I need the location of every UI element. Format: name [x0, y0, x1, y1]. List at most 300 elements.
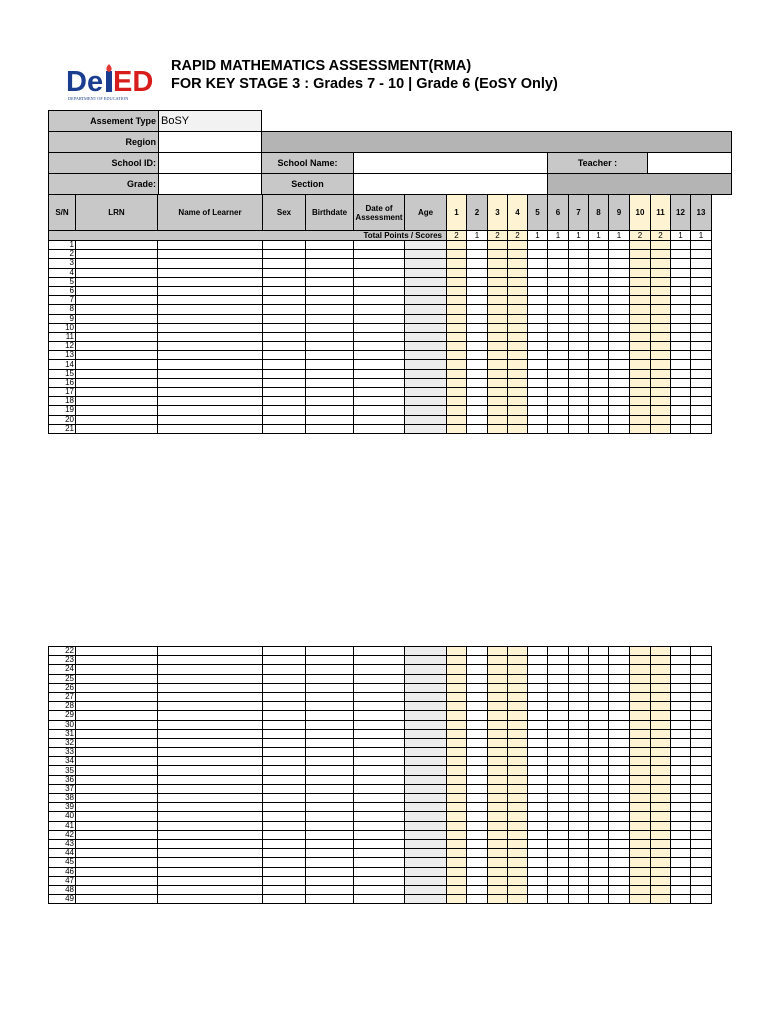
cell-item-7[interactable]	[569, 647, 589, 656]
cell-item-4[interactable]	[508, 647, 528, 656]
cell-item-9[interactable]	[609, 729, 630, 738]
cell-item-4[interactable]	[508, 415, 528, 424]
cell-item-12[interactable]	[671, 702, 691, 711]
cell-sex[interactable]	[263, 424, 306, 433]
cell-age[interactable]	[405, 729, 447, 738]
cell-learner-name[interactable]	[158, 794, 263, 803]
cell-item-12[interactable]	[671, 424, 691, 433]
cell-birthdate[interactable]	[306, 277, 354, 286]
cell-item-6[interactable]	[548, 286, 569, 295]
cell-age[interactable]	[405, 397, 447, 406]
cell-item-7[interactable]	[569, 268, 589, 277]
cell-item-13[interactable]	[691, 305, 712, 314]
cell-item-1[interactable]	[447, 821, 467, 830]
cell-birthdate[interactable]	[306, 286, 354, 295]
cell-item-8[interactable]	[589, 277, 609, 286]
cell-item-9[interactable]	[609, 259, 630, 268]
cell-date-of-assessment[interactable]	[354, 729, 405, 738]
cell-sex[interactable]	[263, 683, 306, 692]
cell-item-6[interactable]	[548, 794, 569, 803]
cell-item-11[interactable]	[651, 858, 671, 867]
cell-item-4[interactable]	[508, 268, 528, 277]
cell-item-10[interactable]	[630, 342, 651, 351]
cell-sex[interactable]	[263, 277, 306, 286]
cell-item-10[interactable]	[630, 415, 651, 424]
cell-item-10[interactable]	[630, 821, 651, 830]
cell-item-2[interactable]	[467, 849, 488, 858]
cell-item-8[interactable]	[589, 738, 609, 747]
cell-item-7[interactable]	[569, 415, 589, 424]
cell-learner-name[interactable]	[158, 656, 263, 665]
cell-item-2[interactable]	[467, 738, 488, 747]
cell-date-of-assessment[interactable]	[354, 830, 405, 839]
cell-item-6[interactable]	[548, 406, 569, 415]
cell-item-1[interactable]	[447, 702, 467, 711]
cell-item-10[interactable]	[630, 268, 651, 277]
cell-item-2[interactable]	[467, 702, 488, 711]
cell-birthdate[interactable]	[306, 250, 354, 259]
cell-item-8[interactable]	[589, 674, 609, 683]
cell-item-8[interactable]	[589, 784, 609, 793]
cell-date-of-assessment[interactable]	[354, 885, 405, 894]
cell-item-7[interactable]	[569, 766, 589, 775]
cell-item-12[interactable]	[671, 784, 691, 793]
cell-sex[interactable]	[263, 241, 306, 250]
cell-age[interactable]	[405, 665, 447, 674]
cell-lrn[interactable]	[76, 665, 158, 674]
cell-item-4[interactable]	[508, 729, 528, 738]
cell-date-of-assessment[interactable]	[354, 748, 405, 757]
cell-sex[interactable]	[263, 775, 306, 784]
cell-item-12[interactable]	[671, 794, 691, 803]
cell-item-13[interactable]	[691, 812, 712, 821]
cell-item-7[interactable]	[569, 729, 589, 738]
cell-item-10[interactable]	[630, 839, 651, 848]
cell-learner-name[interactable]	[158, 286, 263, 295]
cell-item-11[interactable]	[651, 397, 671, 406]
cell-sex[interactable]	[263, 839, 306, 848]
cell-item-4[interactable]	[508, 895, 528, 904]
cell-item-1[interactable]	[447, 830, 467, 839]
cell-item-1[interactable]	[447, 757, 467, 766]
cell-age[interactable]	[405, 415, 447, 424]
cell-item-2[interactable]	[467, 720, 488, 729]
cell-item-10[interactable]	[630, 369, 651, 378]
cell-item-5[interactable]	[528, 277, 548, 286]
region-field[interactable]	[159, 132, 262, 153]
cell-lrn[interactable]	[76, 250, 158, 259]
cell-age[interactable]	[405, 674, 447, 683]
cell-item-3[interactable]	[488, 277, 508, 286]
cell-item-1[interactable]	[447, 647, 467, 656]
cell-item-9[interactable]	[609, 849, 630, 858]
cell-item-6[interactable]	[548, 692, 569, 701]
cell-item-4[interactable]	[508, 241, 528, 250]
cell-learner-name[interactable]	[158, 775, 263, 784]
cell-item-1[interactable]	[447, 885, 467, 894]
cell-item-11[interactable]	[651, 314, 671, 323]
cell-item-11[interactable]	[651, 720, 671, 729]
cell-item-6[interactable]	[548, 895, 569, 904]
cell-item-1[interactable]	[447, 397, 467, 406]
cell-item-2[interactable]	[467, 351, 488, 360]
cell-item-5[interactable]	[528, 803, 548, 812]
cell-learner-name[interactable]	[158, 720, 263, 729]
cell-lrn[interactable]	[76, 858, 158, 867]
cell-item-8[interactable]	[589, 250, 609, 259]
cell-item-11[interactable]	[651, 702, 671, 711]
cell-item-5[interactable]	[528, 729, 548, 738]
cell-item-4[interactable]	[508, 784, 528, 793]
cell-item-4[interactable]	[508, 656, 528, 665]
cell-date-of-assessment[interactable]	[354, 351, 405, 360]
cell-age[interactable]	[405, 277, 447, 286]
cell-learner-name[interactable]	[158, 867, 263, 876]
cell-learner-name[interactable]	[158, 332, 263, 341]
cell-item-13[interactable]	[691, 885, 712, 894]
cell-lrn[interactable]	[76, 305, 158, 314]
cell-item-11[interactable]	[651, 351, 671, 360]
cell-item-8[interactable]	[589, 647, 609, 656]
cell-sex[interactable]	[263, 738, 306, 747]
cell-item-13[interactable]	[691, 369, 712, 378]
cell-item-4[interactable]	[508, 351, 528, 360]
cell-item-2[interactable]	[467, 692, 488, 701]
cell-item-1[interactable]	[447, 867, 467, 876]
cell-item-5[interactable]	[528, 424, 548, 433]
cell-item-1[interactable]	[447, 729, 467, 738]
cell-item-8[interactable]	[589, 332, 609, 341]
cell-date-of-assessment[interactable]	[354, 858, 405, 867]
cell-item-9[interactable]	[609, 794, 630, 803]
cell-item-5[interactable]	[528, 296, 548, 305]
cell-item-7[interactable]	[569, 803, 589, 812]
cell-item-3[interactable]	[488, 424, 508, 433]
cell-item-10[interactable]	[630, 885, 651, 894]
cell-lrn[interactable]	[76, 895, 158, 904]
cell-item-11[interactable]	[651, 692, 671, 701]
cell-item-7[interactable]	[569, 296, 589, 305]
cell-birthdate[interactable]	[306, 729, 354, 738]
cell-item-12[interactable]	[671, 775, 691, 784]
cell-birthdate[interactable]	[306, 388, 354, 397]
cell-learner-name[interactable]	[158, 665, 263, 674]
cell-item-10[interactable]	[630, 296, 651, 305]
cell-item-2[interactable]	[467, 674, 488, 683]
cell-item-3[interactable]	[488, 794, 508, 803]
cell-item-5[interactable]	[528, 812, 548, 821]
cell-sex[interactable]	[263, 351, 306, 360]
cell-item-5[interactable]	[528, 397, 548, 406]
cell-item-6[interactable]	[548, 766, 569, 775]
cell-item-4[interactable]	[508, 397, 528, 406]
cell-item-1[interactable]	[447, 296, 467, 305]
cell-item-12[interactable]	[671, 250, 691, 259]
cell-item-4[interactable]	[508, 296, 528, 305]
cell-learner-name[interactable]	[158, 711, 263, 720]
cell-age[interactable]	[405, 351, 447, 360]
cell-age[interactable]	[405, 794, 447, 803]
cell-birthdate[interactable]	[306, 360, 354, 369]
cell-item-10[interactable]	[630, 803, 651, 812]
cell-item-4[interactable]	[508, 757, 528, 766]
cell-lrn[interactable]	[76, 821, 158, 830]
cell-item-5[interactable]	[528, 692, 548, 701]
cell-item-5[interactable]	[528, 775, 548, 784]
cell-item-2[interactable]	[467, 729, 488, 738]
cell-item-9[interactable]	[609, 858, 630, 867]
cell-item-2[interactable]	[467, 895, 488, 904]
cell-item-1[interactable]	[447, 286, 467, 295]
cell-date-of-assessment[interactable]	[354, 665, 405, 674]
cell-item-8[interactable]	[589, 259, 609, 268]
cell-age[interactable]	[405, 656, 447, 665]
cell-item-1[interactable]	[447, 876, 467, 885]
cell-item-8[interactable]	[589, 406, 609, 415]
cell-item-11[interactable]	[651, 305, 671, 314]
cell-item-13[interactable]	[691, 351, 712, 360]
cell-item-3[interactable]	[488, 268, 508, 277]
cell-item-5[interactable]	[528, 766, 548, 775]
cell-item-11[interactable]	[651, 296, 671, 305]
cell-item-13[interactable]	[691, 849, 712, 858]
cell-learner-name[interactable]	[158, 397, 263, 406]
cell-item-11[interactable]	[651, 849, 671, 858]
cell-age[interactable]	[405, 286, 447, 295]
cell-learner-name[interactable]	[158, 277, 263, 286]
cell-sex[interactable]	[263, 803, 306, 812]
cell-item-6[interactable]	[548, 360, 569, 369]
cell-item-1[interactable]	[447, 766, 467, 775]
cell-date-of-assessment[interactable]	[354, 378, 405, 387]
cell-item-13[interactable]	[691, 803, 712, 812]
cell-item-3[interactable]	[488, 342, 508, 351]
cell-item-12[interactable]	[671, 351, 691, 360]
cell-sex[interactable]	[263, 286, 306, 295]
assessment-type-field[interactable]: BoSY	[159, 111, 262, 132]
cell-item-3[interactable]	[488, 351, 508, 360]
cell-date-of-assessment[interactable]	[354, 784, 405, 793]
cell-sex[interactable]	[263, 794, 306, 803]
cell-item-7[interactable]	[569, 665, 589, 674]
cell-item-5[interactable]	[528, 794, 548, 803]
cell-item-8[interactable]	[589, 296, 609, 305]
cell-item-6[interactable]	[548, 683, 569, 692]
cell-item-5[interactable]	[528, 314, 548, 323]
cell-learner-name[interactable]	[158, 360, 263, 369]
cell-item-9[interactable]	[609, 360, 630, 369]
cell-date-of-assessment[interactable]	[354, 323, 405, 332]
cell-age[interactable]	[405, 839, 447, 848]
cell-item-11[interactable]	[651, 674, 671, 683]
cell-birthdate[interactable]	[306, 351, 354, 360]
cell-item-1[interactable]	[447, 277, 467, 286]
cell-item-1[interactable]	[447, 360, 467, 369]
cell-date-of-assessment[interactable]	[354, 757, 405, 766]
cell-item-1[interactable]	[447, 720, 467, 729]
cell-item-2[interactable]	[467, 839, 488, 848]
cell-item-13[interactable]	[691, 296, 712, 305]
cell-item-8[interactable]	[589, 711, 609, 720]
cell-item-2[interactable]	[467, 424, 488, 433]
cell-item-13[interactable]	[691, 757, 712, 766]
cell-age[interactable]	[405, 332, 447, 341]
cell-item-12[interactable]	[671, 766, 691, 775]
cell-item-3[interactable]	[488, 702, 508, 711]
cell-sex[interactable]	[263, 849, 306, 858]
cell-age[interactable]	[405, 895, 447, 904]
cell-item-8[interactable]	[589, 378, 609, 387]
cell-item-6[interactable]	[548, 250, 569, 259]
cell-item-5[interactable]	[528, 702, 548, 711]
cell-learner-name[interactable]	[158, 314, 263, 323]
cell-item-2[interactable]	[467, 406, 488, 415]
cell-item-9[interactable]	[609, 250, 630, 259]
cell-item-12[interactable]	[671, 757, 691, 766]
cell-age[interactable]	[405, 314, 447, 323]
cell-item-7[interactable]	[569, 821, 589, 830]
cell-item-6[interactable]	[548, 241, 569, 250]
cell-item-10[interactable]	[630, 656, 651, 665]
cell-sex[interactable]	[263, 876, 306, 885]
cell-item-7[interactable]	[569, 738, 589, 747]
cell-item-13[interactable]	[691, 821, 712, 830]
cell-item-9[interactable]	[609, 323, 630, 332]
cell-item-9[interactable]	[609, 885, 630, 894]
cell-item-6[interactable]	[548, 849, 569, 858]
cell-age[interactable]	[405, 692, 447, 701]
cell-item-6[interactable]	[548, 812, 569, 821]
cell-item-12[interactable]	[671, 415, 691, 424]
cell-item-5[interactable]	[528, 369, 548, 378]
cell-lrn[interactable]	[76, 720, 158, 729]
cell-item-12[interactable]	[671, 692, 691, 701]
cell-item-3[interactable]	[488, 360, 508, 369]
cell-item-5[interactable]	[528, 406, 548, 415]
cell-item-4[interactable]	[508, 849, 528, 858]
cell-birthdate[interactable]	[306, 692, 354, 701]
cell-item-12[interactable]	[671, 406, 691, 415]
cell-item-12[interactable]	[671, 656, 691, 665]
cell-birthdate[interactable]	[306, 757, 354, 766]
cell-item-9[interactable]	[609, 665, 630, 674]
cell-date-of-assessment[interactable]	[354, 711, 405, 720]
cell-lrn[interactable]	[76, 775, 158, 784]
cell-date-of-assessment[interactable]	[354, 277, 405, 286]
cell-item-13[interactable]	[691, 720, 712, 729]
cell-item-5[interactable]	[528, 305, 548, 314]
cell-item-12[interactable]	[671, 720, 691, 729]
cell-item-10[interactable]	[630, 388, 651, 397]
cell-item-11[interactable]	[651, 323, 671, 332]
cell-item-11[interactable]	[651, 241, 671, 250]
cell-learner-name[interactable]	[158, 803, 263, 812]
cell-item-4[interactable]	[508, 775, 528, 784]
cell-item-2[interactable]	[467, 711, 488, 720]
cell-item-12[interactable]	[671, 342, 691, 351]
cell-lrn[interactable]	[76, 784, 158, 793]
cell-sex[interactable]	[263, 296, 306, 305]
cell-item-10[interactable]	[630, 876, 651, 885]
cell-item-13[interactable]	[691, 683, 712, 692]
cell-item-1[interactable]	[447, 250, 467, 259]
cell-item-13[interactable]	[691, 858, 712, 867]
cell-item-8[interactable]	[589, 702, 609, 711]
cell-item-1[interactable]	[447, 332, 467, 341]
cell-date-of-assessment[interactable]	[354, 839, 405, 848]
cell-birthdate[interactable]	[306, 415, 354, 424]
cell-item-6[interactable]	[548, 775, 569, 784]
cell-item-3[interactable]	[488, 729, 508, 738]
teacher-field[interactable]	[648, 153, 732, 174]
cell-birthdate[interactable]	[306, 397, 354, 406]
cell-item-3[interactable]	[488, 748, 508, 757]
cell-item-13[interactable]	[691, 424, 712, 433]
cell-item-11[interactable]	[651, 332, 671, 341]
cell-item-12[interactable]	[671, 729, 691, 738]
cell-date-of-assessment[interactable]	[354, 674, 405, 683]
cell-item-13[interactable]	[691, 277, 712, 286]
cell-lrn[interactable]	[76, 656, 158, 665]
cell-item-8[interactable]	[589, 323, 609, 332]
cell-item-7[interactable]	[569, 876, 589, 885]
cell-date-of-assessment[interactable]	[354, 241, 405, 250]
cell-lrn[interactable]	[76, 397, 158, 406]
cell-item-11[interactable]	[651, 683, 671, 692]
cell-sex[interactable]	[263, 305, 306, 314]
cell-item-1[interactable]	[447, 665, 467, 674]
cell-sex[interactable]	[263, 259, 306, 268]
cell-item-8[interactable]	[589, 757, 609, 766]
cell-item-11[interactable]	[651, 803, 671, 812]
cell-item-7[interactable]	[569, 775, 589, 784]
cell-item-5[interactable]	[528, 895, 548, 904]
cell-item-8[interactable]	[589, 314, 609, 323]
cell-item-9[interactable]	[609, 656, 630, 665]
cell-item-6[interactable]	[548, 748, 569, 757]
cell-learner-name[interactable]	[158, 369, 263, 378]
cell-item-7[interactable]	[569, 794, 589, 803]
cell-birthdate[interactable]	[306, 674, 354, 683]
cell-item-4[interactable]	[508, 314, 528, 323]
cell-item-3[interactable]	[488, 305, 508, 314]
cell-item-9[interactable]	[609, 775, 630, 784]
cell-item-5[interactable]	[528, 711, 548, 720]
cell-item-7[interactable]	[569, 424, 589, 433]
cell-item-6[interactable]	[548, 424, 569, 433]
cell-item-11[interactable]	[651, 830, 671, 839]
cell-item-13[interactable]	[691, 830, 712, 839]
cell-item-12[interactable]	[671, 858, 691, 867]
cell-item-13[interactable]	[691, 729, 712, 738]
cell-item-2[interactable]	[467, 323, 488, 332]
cell-item-10[interactable]	[630, 794, 651, 803]
cell-sex[interactable]	[263, 821, 306, 830]
cell-item-3[interactable]	[488, 250, 508, 259]
cell-learner-name[interactable]	[158, 830, 263, 839]
cell-lrn[interactable]	[76, 286, 158, 295]
cell-item-8[interactable]	[589, 683, 609, 692]
cell-item-8[interactable]	[589, 397, 609, 406]
cell-item-9[interactable]	[609, 406, 630, 415]
cell-item-9[interactable]	[609, 369, 630, 378]
cell-item-5[interactable]	[528, 839, 548, 848]
cell-item-11[interactable]	[651, 647, 671, 656]
cell-item-2[interactable]	[467, 656, 488, 665]
cell-item-4[interactable]	[508, 323, 528, 332]
cell-sex[interactable]	[263, 647, 306, 656]
cell-item-5[interactable]	[528, 656, 548, 665]
